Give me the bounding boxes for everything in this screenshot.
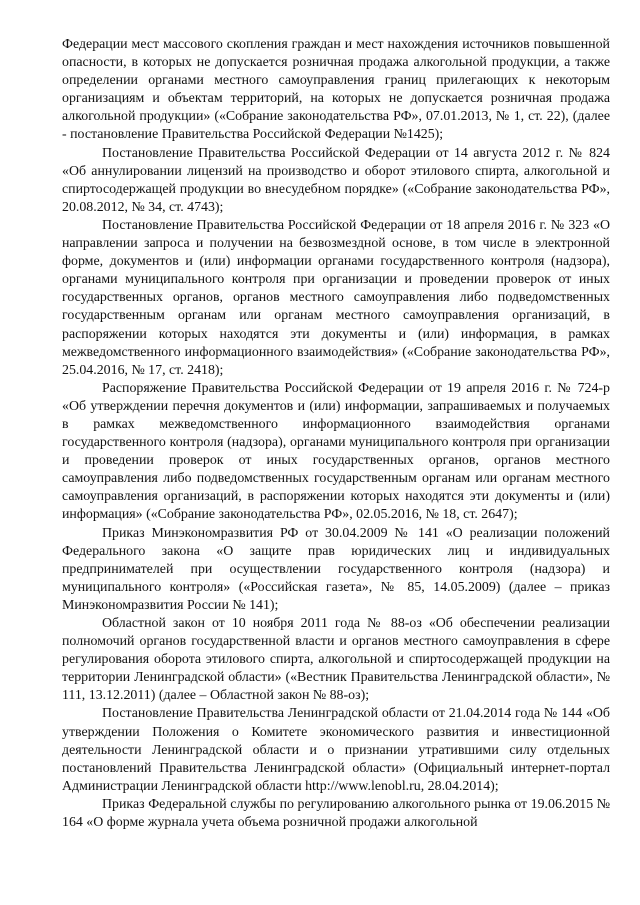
paragraph-resolution-824: Постановление Правительства Российской Федерации от 14 августа 2012 г. № 824 «Об аннулировании лицензий на производство и оборот этилового спирта, алкогольной и спиртосодержащей продукции во внесудебном порядке» («Собрание законодательства РФ», 20.08.2012, № 34, ст. 4743); xyxy=(62,145,610,215)
paragraph-order-724r: Распоряжение Правительства Российской Федерации от 19 апреля 2016 г. № 724-р «Об утверждении перечня документов и (или) информации, запрашиваемых и получаемых в рамках межведомственного информационного взаимодействия органами государственного контроля (надзора), органами муниципального контроля при организации и проведении проверок от иных государственных органов, органов местного самоуправления либо подведомственных государственным органам или органам местного самоуправления организаций, в распоряжении которых находятся эти документы и (или) информация» («Собрание законодательства РФ», 02.05.2016, № 18, ст. 2647); xyxy=(62,380,610,523)
paragraph-regional-law-88oz: Областной закон от 10 ноября 2011 года № 88-оз «Об обеспечении реализации полномочий органов государственной власти и органов местного самоуправления в сфере регулирования оборота этилового спирта, алкогольной и спиртосодержащей продукции на территории Ленинградской области» («Вестник Правительства Ленинградской области», № 111, 13.12.2011) (далее – Областной закон № 88-оз); xyxy=(62,616,610,704)
document-page xyxy=(62,36,610,832)
paragraph-order-164: Приказ Федеральной службы по регулированию алкогольного рынка от 19.06.2015 № 164 «О форме журнала учета объема розничной продажи алкогольной xyxy=(62,796,610,831)
paragraph-order-141: Приказ Минэкономразвития РФ от 30.04.2009 № 141 «О реализации положений Федерального закона «О защите прав юридических лиц и индивидуальных предпринимателей при осуществлении государственного контроля (надзора) и муниципального контроля» («Российская газета», № 85, 14.05.2009) (далее – приказ Минэкономразвития России № 141); xyxy=(62,525,610,613)
paragraph-continuation-1425: Федерации мест массового скопления граждан и мест нахождения источников повышенной опасности, в которых не допускается розничная продажа алкогольной продукции, а также определении органами местного самоуправления границ прилегающих к некоторым организациям и объектам территорий, на которых не допускается розничная продажа алкогольной продукции» («Собрание законодательства РФ», 07.01.2013, № 1, ст. 22), (далее - постановление Правительства Российской Федерации №1425); xyxy=(62,37,610,143)
paragraph-resolution-323: Постановление Правительства Российской Федерации от 18 апреля 2016 г. № 323 «О направлении запроса и получении на безвозмездной основе, в том числе в электронной форме, документов и (или) информации органами государственного контроля (надзора), органами муниципального контроля при организации и проведении проверок от иных государственных органов, органов местного самоуправления либо подведомственных государственным органам или органам местного самоуправления организаций, в распоряжении которых находятся эти документы и (или) информация, в рамках межведомственного информационного взаимодействия» («Собрание законодательства РФ», 25.04.2016, № 17, ст. 2418); xyxy=(62,217,610,378)
paragraph-regional-resolution-144: Постановление Правительства Ленинградской области от 21.04.2014 года № 144 «Об утверждении Положения о Комитете экономического развития и инвестиционной деятельности Ленинградской области и о признании утратившими силу отдельных постановлений Правительства Ленинградской области» (Официальный интернет-портал Администрации Ленинградской области http://www.lenobl.ru, 28.04.2014); xyxy=(62,706,610,794)
